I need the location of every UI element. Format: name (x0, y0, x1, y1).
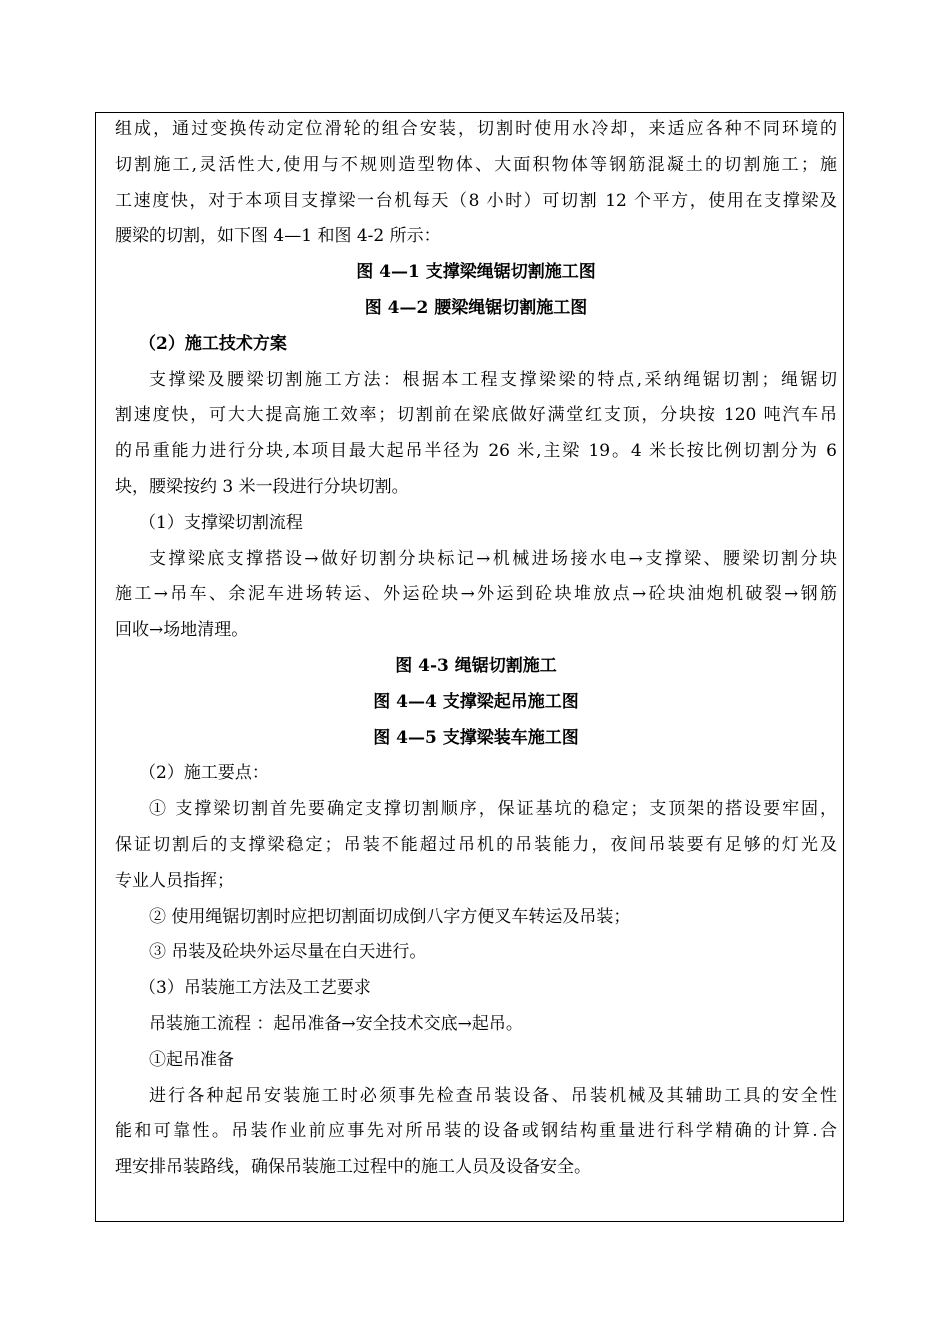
paragraph-line: 回收→场地清理。 (115, 620, 249, 641)
paragraph-line: 支撑梁及腰梁切割施工方法：根据本工程支撑梁梁的特点,采纳绳锯切割；绳锯切 (149, 369, 837, 390)
paragraph-line: 支撑梁底支撑搭设→做好切割分块标记→机械进场接水电→支撑梁、腰梁切割分块 (149, 548, 837, 569)
paragraph-line: 施工→吊车、余泥车进场转运、外运砼块→外运到砼块堆放点→砼块油炮机破裂→钢筋 (115, 584, 837, 605)
paragraph-line: 理安排吊装路线，确保吊装施工过程中的施工人员及设备安全。 (115, 1157, 591, 1178)
paragraph-line: ① 支撑梁切割首先要确定支撑切割顺序，保证基坑的稳定；支顶架的搭设要牢固， (149, 799, 837, 820)
paragraph-line: ③ 吊装及砼块外运尽量在白天进行。 (149, 942, 427, 963)
subsection-heading: （3）吊装施工方法及工艺要求 (139, 978, 371, 999)
paragraph-line: 专业人员指挥； (115, 870, 234, 891)
paragraph-line: 工速度快，对于本项目支撑梁一台机每天（8 小时）可切割 12 个平方，使用在支撑梁及 (115, 190, 837, 211)
paragraph-line: ② 使用绳锯切割时应把切割面切成倒八字方便叉车转运及吊装； (149, 906, 631, 927)
paragraph-line: 进行各种起吊安装施工时必须事先检查吊装设备、吊装机械及其辅助工具的安全性 (149, 1085, 837, 1106)
figure-caption: 图 4—5 支撑梁装车施工图 (373, 727, 579, 748)
paragraph-line: 吊装施工流程 ：起吊准备→安全技术交底→起吊。 (149, 1013, 523, 1034)
paragraph-line: 保证切割后的支撑梁稳定；吊装不能超过吊机的吊装能力，夜间吊装要有足够的灯光及 (115, 834, 837, 855)
paragraph-line: 割速度快，可大大提高施工效率；切割前在梁底做好满堂红支顶，分块按 120 吨汽车吊 (115, 405, 837, 426)
paragraph-line: 腰梁的切割，如下图 4—1 和图 4-2 所示： (115, 226, 441, 247)
figure-caption: 图 4—4 支撑梁起吊施工图 (373, 691, 579, 712)
paragraph-line: 组成，通过变换传动定位滑轮的组合安装，切割时使用水冷却，来适应各种不同环境的 (115, 119, 837, 139)
subsection-heading: （1）支撑梁切割流程 (139, 512, 303, 533)
paragraph-line: 块，腰梁按约 3 米一段进行分块切割。 (115, 476, 409, 497)
document-body (115, 112, 837, 1186)
paragraph-line: ①起吊准备 (149, 1049, 234, 1070)
paragraph-line: 能和可靠性。吊装作业前应事先对所吊装的设备或钢结构重量进行科学精确的计算.合 (115, 1121, 837, 1142)
figure-caption: 图 4—2 腰梁绳锯切割施工图 (364, 297, 588, 318)
figure-caption: 图 4-3 绳锯切割施工 (395, 655, 557, 676)
figure-caption: 图 4—1 支撑梁绳锯切割施工图 (356, 262, 596, 283)
paragraph-line: 切割施工,灵活性大,使用与不规则造型物体、大面积物体等钢筋混凝土的切割施工；施 (115, 154, 837, 175)
subsection-heading: （2）施工要点： (139, 763, 269, 784)
section-heading: （2）施工技术方案 (139, 333, 287, 354)
paragraph-line: 的吊重能力进行分块,本项目最大起吊半径为 26 米,主梁 19。4 米长按比例切割分为 6 (115, 441, 837, 462)
